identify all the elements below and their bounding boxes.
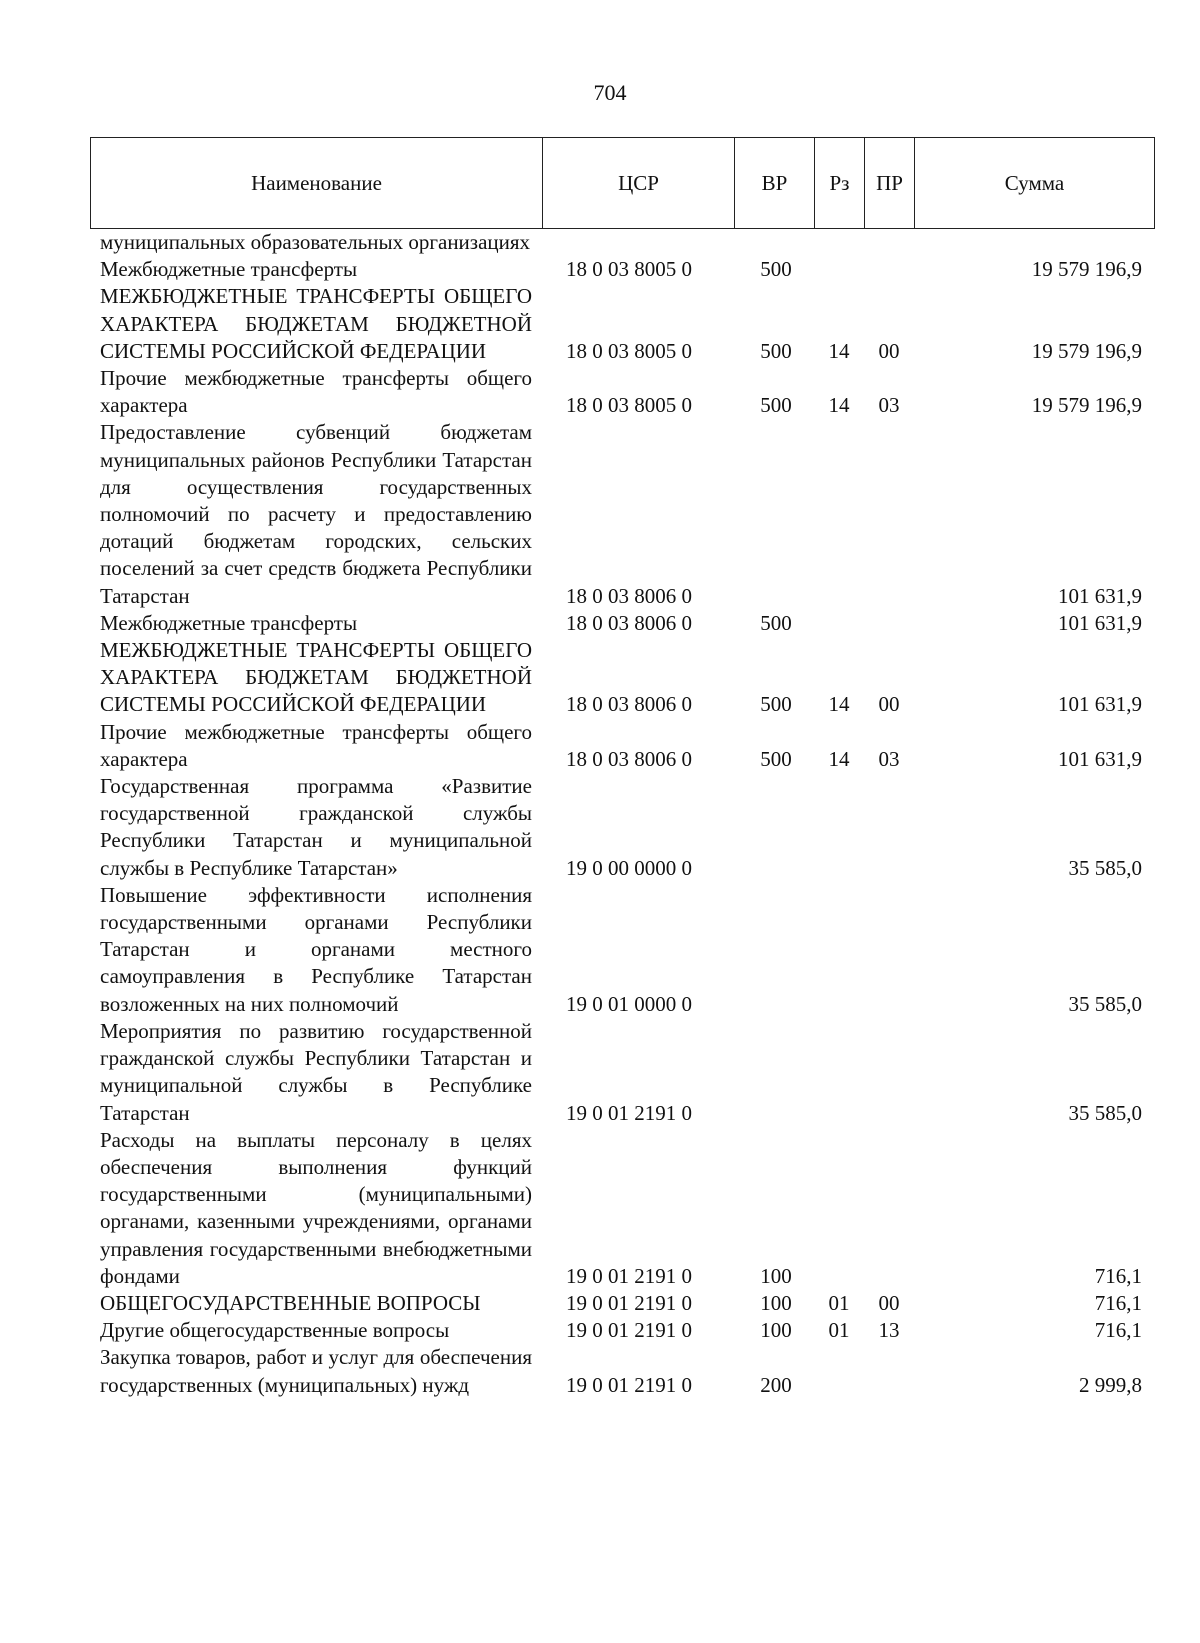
row-name-text: Мероприятия по развитию государственной гражданской службы Республики Татарстан и муниципальной службы в Республике Татарстан [100, 1018, 532, 1125]
budget-table-body [90, 229, 1154, 1399]
row-sum: 35 585,0 [1068, 991, 1142, 1016]
row-sum: 101 631,9 [1058, 583, 1142, 608]
row-name [90, 419, 542, 609]
row-name [90, 1344, 542, 1398]
row-name-text: Межбюджетные трансферты [100, 610, 358, 635]
table-row [90, 1344, 1154, 1398]
page-number: 704 [593, 80, 627, 105]
row-name-text: Закупка товаров, работ и услуг для обеспечения государственных (муниципальных) нужд [100, 1345, 532, 1397]
row-pr [864, 229, 914, 256]
row-pr: 03 [878, 746, 900, 771]
row-rz: 14 [828, 746, 850, 771]
row-name [90, 229, 542, 256]
table-row [90, 1018, 1154, 1127]
row-rz [814, 773, 864, 882]
table-row [90, 882, 1154, 1018]
row-sum: 101 631,9 [1058, 746, 1142, 771]
row-csr: 18 0 03 8006 0 [566, 746, 692, 771]
row-vr [734, 229, 814, 256]
row-name [90, 719, 542, 773]
row-pr [864, 256, 914, 283]
row-name [90, 1290, 542, 1317]
row-csr: 19 0 00 0000 0 [566, 855, 692, 880]
row-rz [814, 610, 864, 637]
row-csr [542, 229, 734, 256]
row-pr [864, 773, 914, 882]
row-name-text: Расходы на выплаты персоналу в целях обеспечения выполнения функций государственными (муниципальными) органами, казенными учреждениями, органами управления государственными внебюджетными фондами [100, 1127, 532, 1288]
row-sum: 19 579 196,9 [1031, 393, 1142, 418]
row-vr: 100 [760, 1263, 792, 1288]
row-sum: 19 579 196,9 [1031, 257, 1142, 282]
row-rz: 14 [828, 338, 850, 363]
row-name-text: МЕЖБЮДЖЕТНЫЕ ТРАНСФЕРТЫ ОБЩЕГО ХАРАКТЕРА БЮДЖЕТАМ БЮДЖЕТНОЙ СИСТЕМЫ РОССИЙСКОЙ ФЕДЕРАЦИИ [100, 638, 532, 717]
row-vr [734, 882, 814, 1018]
row-name-text: Прочие межбюджетные трансферты общего характера [100, 719, 532, 771]
row-sum: 19 579 196,9 [1031, 338, 1142, 363]
row-rz: 14 [828, 692, 850, 717]
row-csr: 18 0 03 8006 0 [566, 692, 692, 717]
row-csr: 18 0 03 8005 0 [566, 257, 692, 282]
header-rz: Рз [815, 138, 865, 229]
row-sum: 716,1 [1094, 1318, 1142, 1343]
row-csr: 19 0 01 2191 0 [566, 1372, 692, 1397]
row-sum: 101 631,9 [1058, 692, 1142, 717]
row-rz [814, 229, 864, 256]
row-csr: 18 0 03 8006 0 [566, 583, 692, 608]
header-sum: Сумма [915, 138, 1155, 229]
table-row [90, 773, 1154, 882]
row-sum [914, 229, 1154, 256]
row-rz: 14 [828, 393, 850, 418]
row-pr [864, 1018, 914, 1127]
row-name [90, 1127, 542, 1290]
table-row [90, 610, 1154, 637]
row-pr [864, 1127, 914, 1290]
header-pr: ПР [865, 138, 915, 229]
row-sum: 716,1 [1094, 1263, 1142, 1288]
row-name-text: Повышение эффективности исполнения государственными органами Республики Татарстан и органами местного самоуправления в Республике Татарстан возложенных на них полномочий [100, 882, 532, 1016]
row-pr [864, 419, 914, 609]
header-name: Наименование [91, 138, 543, 229]
row-name-text: Другие общегосударственные вопросы [100, 1318, 450, 1343]
row-name [90, 610, 542, 637]
row-name [90, 1317, 542, 1344]
row-rz [814, 882, 864, 1018]
row-pr: 13 [878, 1318, 900, 1343]
row-rz: 01 [828, 1318, 850, 1343]
row-name-text: Прочие межбюджетные трансферты общего характера [100, 366, 532, 418]
row-pr: 00 [878, 692, 900, 717]
row-name-text: Государственная программа «Развитие государственной гражданской службы Республики Татарстан и муниципальной службы в Республике Татарстан» [100, 774, 532, 880]
row-vr: 500 [760, 257, 792, 282]
row-csr: 19 0 01 0000 0 [566, 991, 692, 1016]
row-sum: 35 585,0 [1068, 1100, 1142, 1125]
row-csr: 18 0 03 8005 0 [566, 393, 692, 418]
row-rz [814, 1127, 864, 1290]
header-vr: ВР [735, 138, 815, 229]
row-vr: 100 [760, 1318, 792, 1343]
row-sum: 716,1 [1094, 1290, 1142, 1315]
row-rz [814, 419, 864, 609]
row-name-text: ОБЩЕГОСУДАРСТВЕННЫЕ ВОПРОСЫ [100, 1290, 481, 1315]
table-row [90, 229, 1154, 256]
row-vr: 100 [760, 1290, 792, 1315]
row-pr [864, 882, 914, 1018]
table-row [90, 419, 1154, 609]
row-name [90, 1018, 542, 1127]
row-pr: 03 [878, 393, 900, 418]
row-rz [814, 1018, 864, 1127]
row-name [90, 283, 542, 365]
table-row [90, 283, 1154, 365]
row-vr: 500 [760, 338, 792, 363]
row-vr: 500 [760, 393, 792, 418]
row-name [90, 882, 542, 1018]
row-name-text: Предоставление субвенций бюджетам муниципальных районов Республики Татарстан для осуществления государственных полномочий по расчету и предоставлению дотаций бюджетам городских, сельских поселений за счет средств бюджета Республики Татарстан [100, 420, 532, 608]
row-sum: 2 999,8 [1079, 1372, 1142, 1397]
table-row [90, 1290, 1154, 1317]
table-row [90, 1127, 1154, 1290]
row-vr: 500 [760, 746, 792, 771]
row-vr [734, 419, 814, 609]
row-name [90, 637, 542, 719]
table-row [90, 365, 1154, 419]
row-rz [814, 256, 864, 283]
row-pr [864, 1344, 914, 1398]
row-name-text: МЕЖБЮДЖЕТНЫЕ ТРАНСФЕРТЫ ОБЩЕГО ХАРАКТЕРА БЮДЖЕТАМ БЮДЖЕТНОЙ СИСТЕМЫ РОССИЙСКОЙ ФЕДЕРАЦИИ [100, 284, 532, 363]
row-csr: 19 0 01 2191 0 [566, 1290, 692, 1315]
row-name [90, 365, 542, 419]
row-rz: 01 [828, 1290, 850, 1315]
row-csr: 19 0 01 2191 0 [566, 1100, 692, 1125]
table-header [90, 137, 1155, 229]
row-csr: 18 0 03 8005 0 [566, 338, 692, 363]
row-name [90, 256, 542, 283]
header-csr: ЦСР [543, 138, 735, 229]
row-rz [814, 1344, 864, 1398]
row-name-text: муниципальных образовательных организациях [100, 230, 531, 254]
row-csr: 18 0 03 8006 0 [566, 610, 692, 635]
row-csr: 19 0 01 2191 0 [566, 1263, 692, 1288]
row-sum: 35 585,0 [1068, 855, 1142, 880]
row-name [90, 773, 542, 882]
row-vr [734, 1018, 814, 1127]
table-row [90, 256, 1154, 283]
table-row [90, 637, 1154, 719]
row-vr: 500 [760, 692, 792, 717]
row-pr: 00 [878, 338, 900, 363]
table-row [90, 719, 1154, 773]
row-pr: 00 [878, 1290, 900, 1315]
row-name-text: Межбюджетные трансферты [100, 257, 358, 282]
row-csr: 19 0 01 2191 0 [566, 1318, 692, 1343]
row-pr [864, 610, 914, 637]
row-vr [734, 773, 814, 882]
row-sum: 101 631,9 [1058, 610, 1142, 635]
row-vr: 500 [760, 610, 792, 635]
budget-table [90, 229, 1154, 1399]
row-vr: 200 [760, 1372, 792, 1397]
table-row [90, 1317, 1154, 1344]
